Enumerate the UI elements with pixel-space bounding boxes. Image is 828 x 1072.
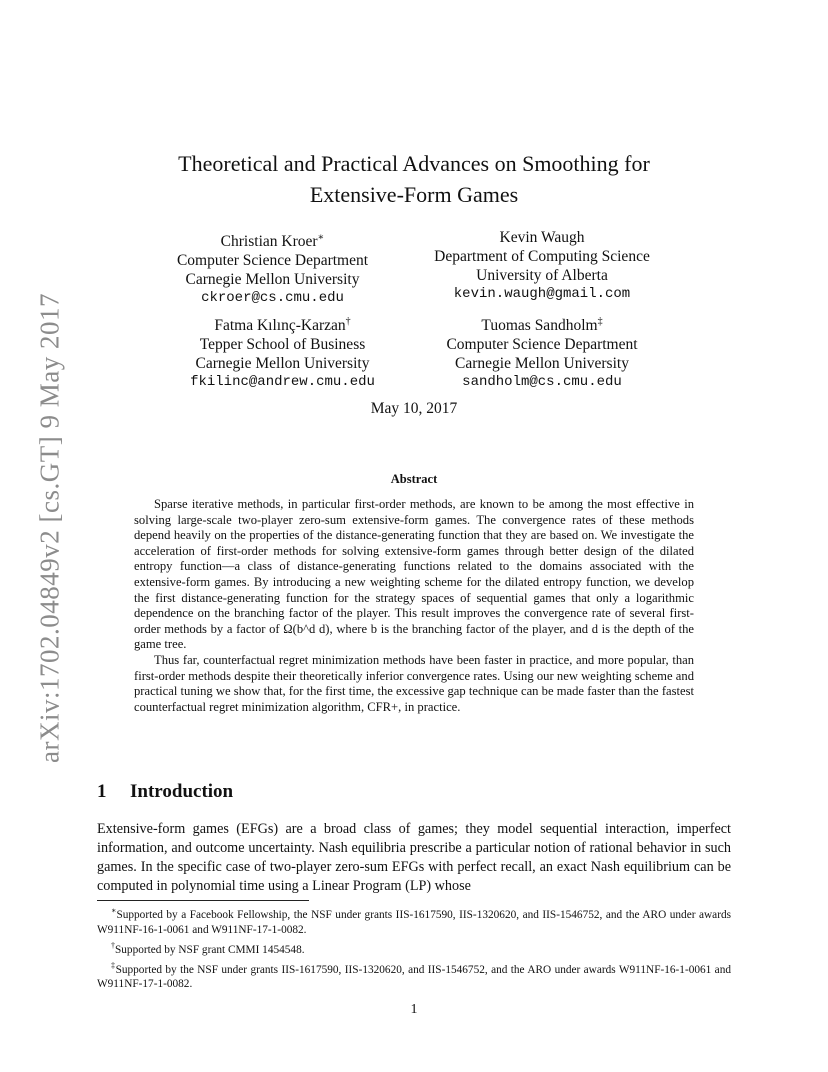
abstract-body: [134, 497, 694, 715]
author-institution: Carnegie Mellon University: [455, 355, 629, 373]
author-email: kevin.waugh@gmail.com: [453, 286, 631, 302]
footnote-divider: [97, 900, 309, 901]
section-heading-introduction: [97, 781, 233, 803]
abstract-paragraph-2: Thus far, counterfactual regret minimization methods have been faster in practice, and more popular, than first-order methods despite their theoretically inferior convergence rates. Using our new weighting scheme and practical tuning we show that, for the first time, the excessive gap technique can be made faster than the fastest counterfactual regret minimization algorithm, CFR+, in practice.: [134, 652, 694, 714]
paper-title-line-2: Extensive-Form Games: [309, 182, 519, 207]
author-affiliation: Department of Computing Science: [434, 248, 650, 265]
paper-date: May 10, 2017: [370, 400, 458, 417]
author-email: ckroer@cs.cmu.edu: [201, 290, 344, 307]
author-institution: University of Alberta: [476, 267, 608, 284]
footnotes: [97, 903, 731, 992]
arxiv-stamp: arXiv:1702.04849v2 [cs.GT] 9 May 2017: [34, 293, 65, 763]
page-number: 1: [410, 1002, 418, 1017]
section-number: 1: [97, 781, 107, 802]
footnote-2: †Supported by NSF grant CMMI 1454548.: [111, 940, 305, 956]
author-email: sandholm@cs.cmu.edu: [462, 374, 622, 391]
author-affiliation: Tepper School of Business: [199, 336, 366, 354]
author-affiliation: Computer Science Department: [446, 336, 638, 354]
paper-title: [0, 148, 828, 210]
author-block-kroer: [150, 228, 395, 308]
author-name: Christian Kroer∗: [220, 232, 325, 251]
footnote-3: ‡Supported by the NSF under grants IIS-1617590, IIS-1320620, and IIS-1546752, and the ARO under awards W911NF-16-1-0061 and W911NF-17-1-0082.: [97, 960, 731, 991]
paper-title-line-1: Theoretical and Practical Advances on Smoothing for: [178, 151, 650, 176]
author-name: Kevin Waugh: [499, 229, 585, 246]
author-name: Tuomas Sandholm‡: [481, 316, 603, 335]
author-block-sandholm: [412, 312, 672, 392]
author-email: fkilinc@andrew.cmu.edu: [190, 374, 375, 391]
abstract-heading: Abstract: [390, 472, 438, 486]
author-block-waugh: [412, 228, 672, 304]
author-name: Fatma Kılınç-Karzan†: [214, 316, 351, 335]
author-affiliation: Computer Science Department: [176, 252, 369, 270]
author-institution: Carnegie Mellon University: [185, 271, 360, 289]
author-block-kilinc-karzan: [160, 312, 405, 392]
author-institution: Carnegie Mellon University: [195, 355, 370, 373]
footnote-1: ∗Supported by a Facebook Fellowship, the NSF under grants IIS-1617590, IIS-1320620, and IIS-1546752, and the ARO under awards W911NF-16-1-0061 and W911NF-17-1-0082.: [97, 906, 731, 936]
abstract-paragraph-1: Sparse iterative methods, in particular first-order methods, are known to be among the most effective in solving large-scale two-player zero-sum extensive-form games. The convergence rates of these methods depend heavily on the properties of the distance-generating function that they are based on. We investigate the acceleration of first-order methods for solving extensive-form games through better design of the dilated entropy function—a class of distance-generating functions related to the domains associated with the extensive-form games. By introducing a new weighting scheme for the dilated entropy function, we develop the first distance-generating function for the strategy spaces of sequential games that only a logarithmic dependence on the branching factor of the player. This result improves the convergence rate of several first-order methods by a factor of Ω(b^d d), where b is the branching factor of the player, and d is the depth of the game tree.: [134, 497, 694, 652]
section-title: Introduction: [130, 781, 234, 802]
introduction-paragraph: Extensive-form games (EFGs) are a broad class of games; they model sequential interaction, imperfect information, and outcome uncertainty. Nash equilibria prescribe a particular notion of rational behavior in such games. In the specific case of two-player zero-sum EFGs with perfect recall, an exact Nash equilibrium can be computed in polynomial time using a Linear Program (LP) whose: [97, 821, 731, 894]
